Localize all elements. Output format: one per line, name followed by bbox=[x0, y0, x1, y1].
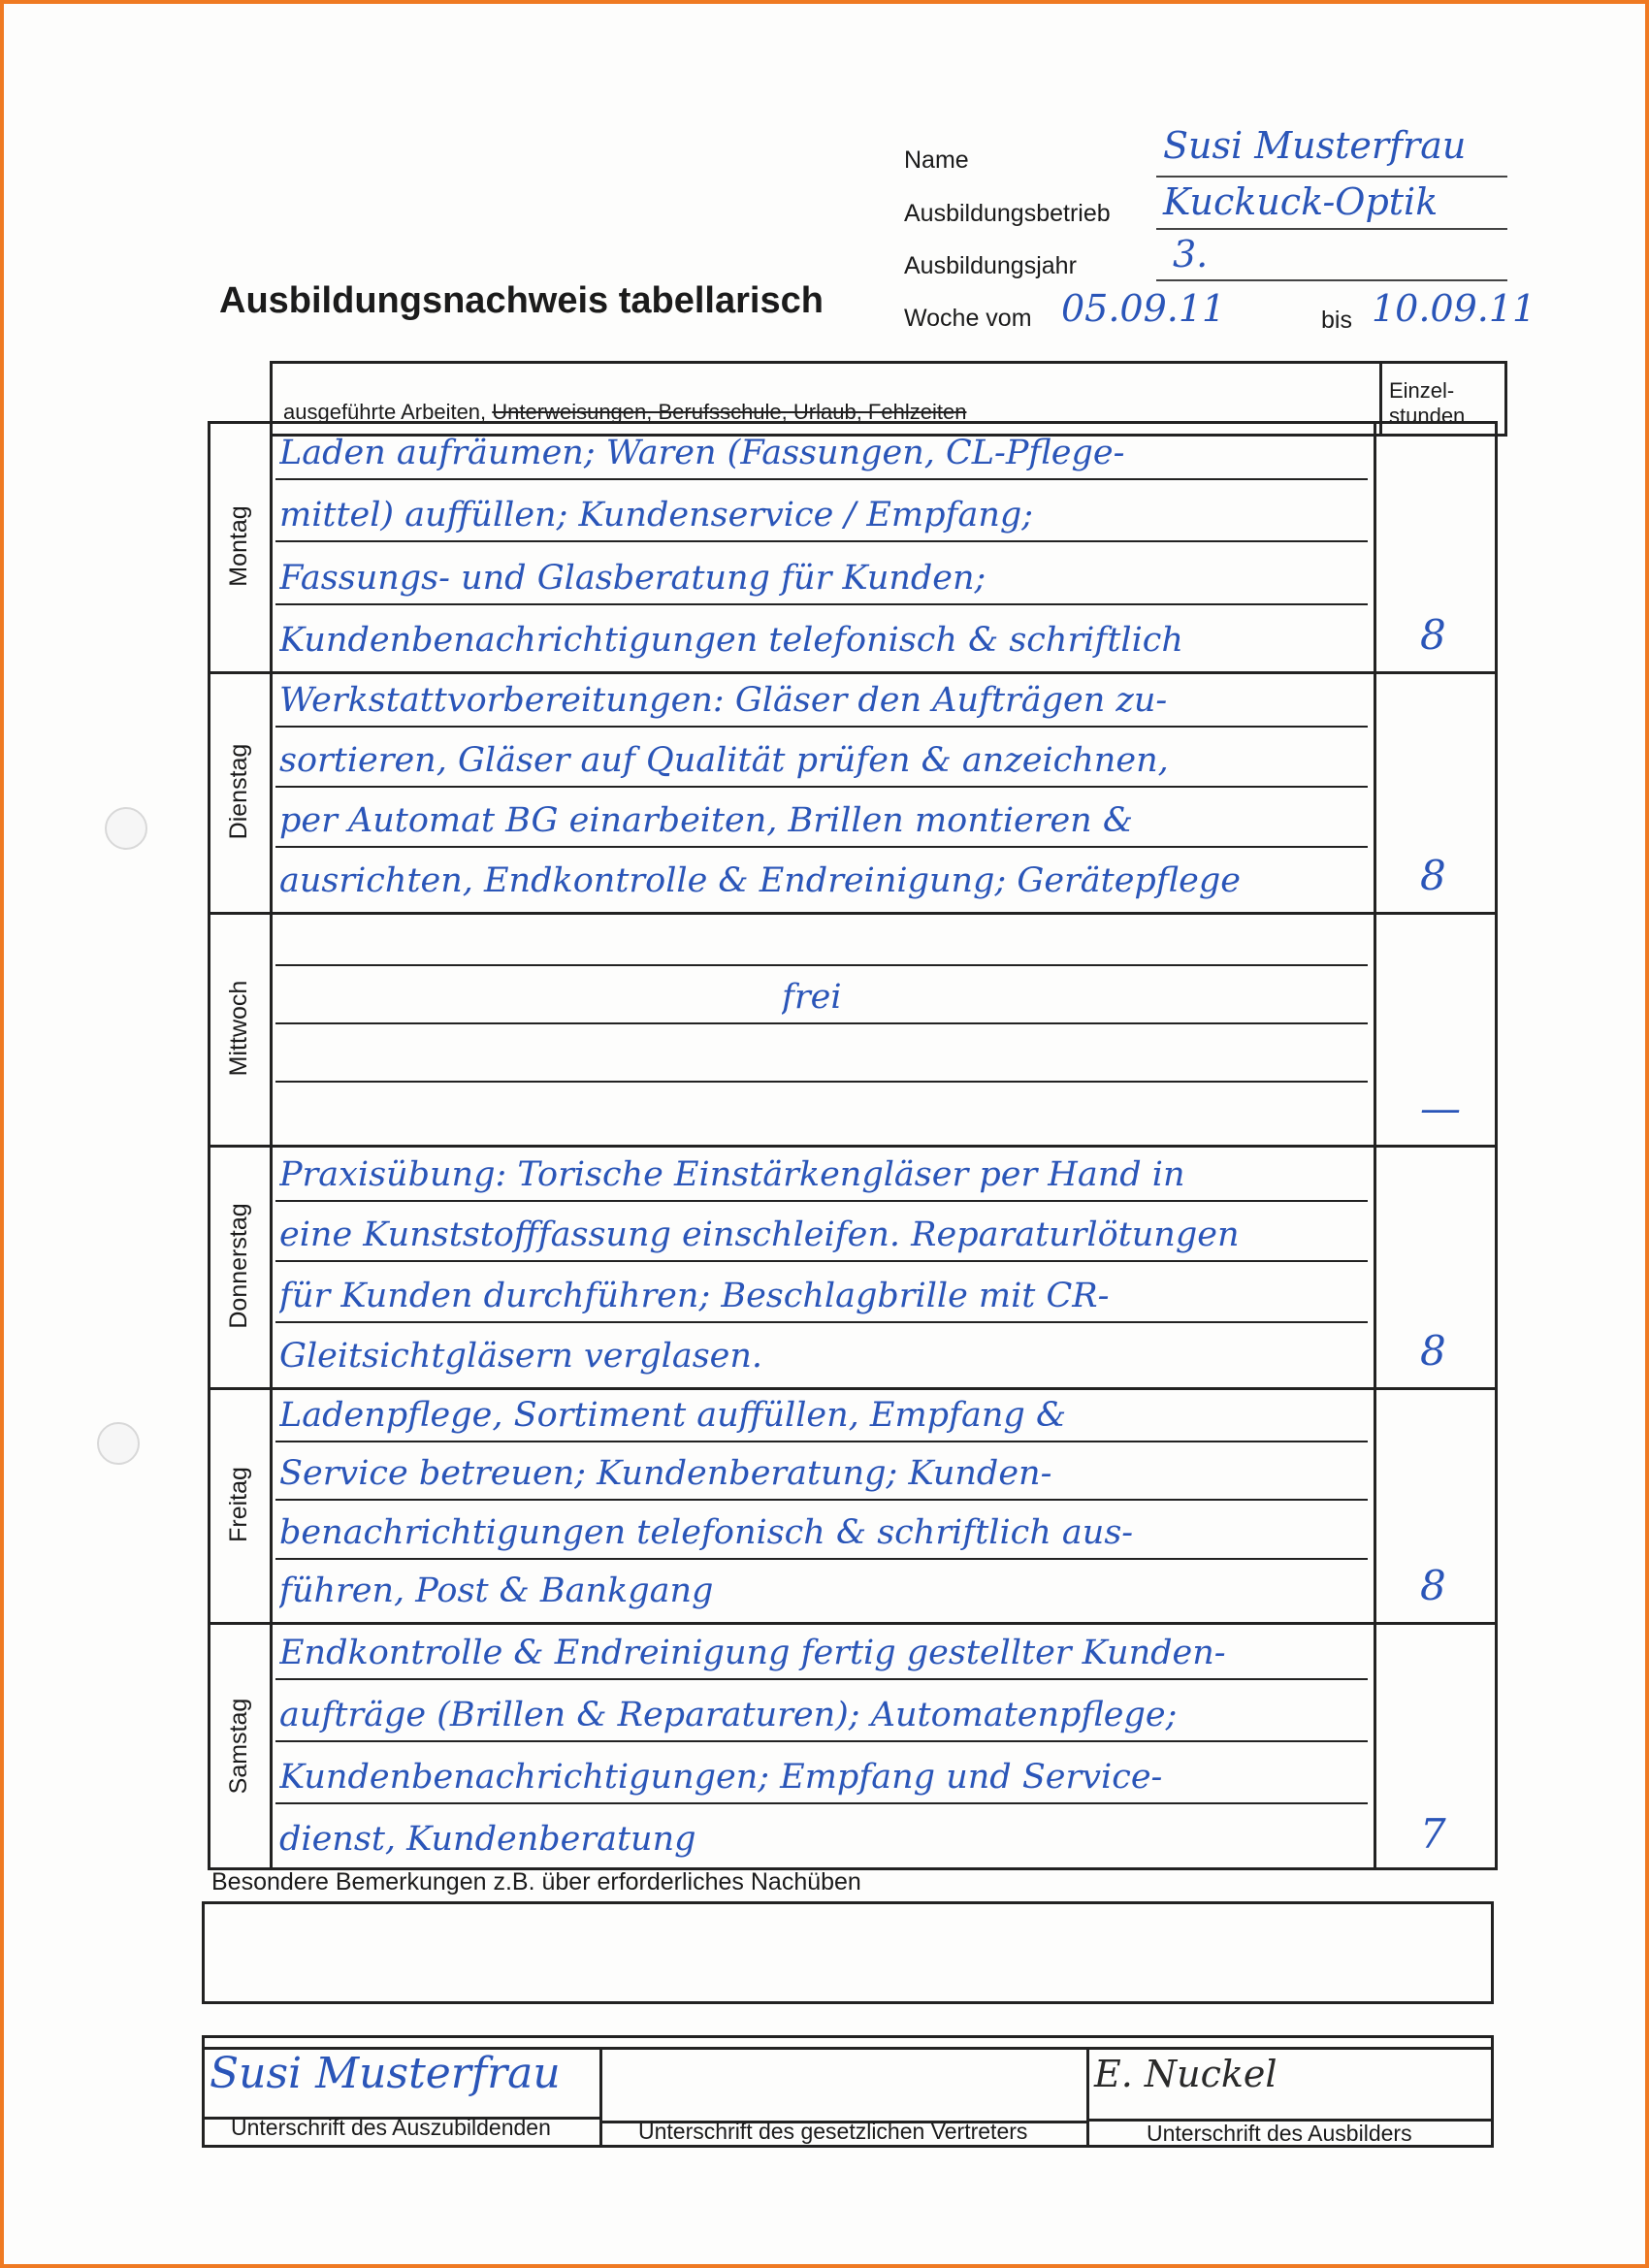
name-value: Susi Musterfrau bbox=[1163, 124, 1467, 167]
writing-line bbox=[275, 1022, 1368, 1024]
name-label: Name bbox=[904, 146, 969, 174]
entry-line: für Kunden durchführen; Beschlagbrille mit CR- bbox=[279, 1277, 1110, 1315]
writing-line bbox=[275, 846, 1368, 848]
day-row-divider bbox=[208, 671, 1498, 674]
signature-divider bbox=[1086, 2047, 1089, 2148]
entry-line: per Automat BG einarbeiten, Brillen montieren & bbox=[279, 801, 1134, 840]
writing-line bbox=[275, 1441, 1368, 1442]
year-value: 3. bbox=[1173, 233, 1209, 275]
hours-value: 8 bbox=[1420, 1327, 1446, 1375]
punch-hole bbox=[105, 807, 147, 850]
day-row-divider bbox=[208, 912, 1498, 915]
trainer-signature: E. Nuckel bbox=[1094, 2053, 1277, 2095]
remarks-label: Besondere Bemerkungen z.B. über erforderliches Nachüben bbox=[211, 1868, 861, 1895]
entry-line: Endkontrolle & Endreinigung fertig gestellter Kunden- bbox=[279, 1634, 1226, 1672]
hours-column-header: Einzel- stunden bbox=[1389, 378, 1466, 428]
writing-line bbox=[275, 603, 1368, 605]
entry-line: Praxisübung: Torische Einstärkengläser per Hand in bbox=[279, 1155, 1185, 1194]
company-label: Ausbildungsbetrieb bbox=[904, 200, 1111, 227]
trainer-signature-label: Unterschrift des Ausbilders bbox=[1147, 2121, 1412, 2146]
entry-line: führen, Post & Bankgang bbox=[279, 1571, 714, 1610]
week-from-label: Woche vom bbox=[904, 305, 1032, 332]
year-label: Ausbildungsjahr bbox=[904, 252, 1077, 279]
writing-line bbox=[275, 1200, 1368, 1202]
entry-line: benachrichtigungen telefonisch & schriftlich aus- bbox=[279, 1513, 1134, 1552]
punch-hole bbox=[97, 1422, 140, 1465]
remarks-box bbox=[202, 1901, 1494, 2004]
writing-line bbox=[275, 540, 1368, 542]
entry-line: Kundenbenachrichtigungen; Empfang und Service- bbox=[279, 1758, 1163, 1797]
entry-line: Werkstattvorbereitungen: Gläser den Aufträgen zu- bbox=[279, 681, 1168, 720]
week-to-value: 10.09.11 bbox=[1372, 287, 1536, 330]
writing-line bbox=[275, 1260, 1368, 1262]
hours-value: 7 bbox=[1420, 1810, 1446, 1858]
trainee-signature-label: Unterschrift des Auszubildenden bbox=[231, 2115, 551, 2140]
week-from-value: 05.09.11 bbox=[1061, 287, 1226, 330]
entry-line: frei bbox=[782, 978, 842, 1017]
entry-line: Kundenbenachrichtigungen telefonisch & schriftlich bbox=[279, 621, 1183, 660]
day-label-dienstag: Dienstag bbox=[225, 743, 252, 840]
hours-value: 8 bbox=[1420, 611, 1446, 659]
writing-line bbox=[275, 1740, 1368, 1742]
company-value: Kuckuck-Optik bbox=[1163, 180, 1439, 223]
writing-line bbox=[275, 786, 1368, 788]
hours-value: 8 bbox=[1420, 1562, 1446, 1609]
writing-line bbox=[275, 1802, 1368, 1804]
entry-line: Laden aufräumen; Waren (Fassungen, CL-Pflege- bbox=[279, 434, 1125, 472]
hours-value: 8 bbox=[1420, 852, 1446, 899]
day-label-montag: Montag bbox=[225, 505, 252, 587]
day-label-freitag: Freitag bbox=[225, 1467, 252, 1542]
guardian-signature-label: Unterschrift des gesetzlichen Vertreters bbox=[638, 2119, 1028, 2144]
writing-line bbox=[275, 1321, 1368, 1323]
hours-value: — bbox=[1420, 1085, 1461, 1132]
entry-line: mittel) auffüllen; Kundenservice / Empfang; bbox=[279, 496, 1034, 535]
year-underline bbox=[1156, 279, 1507, 281]
work-column-struck: Unterweisungen, Berufsschule, Urlaub, Fehlzeiten bbox=[492, 400, 967, 424]
entry-line: aufträge (Brillen & Reparaturen); Automatenpflege; bbox=[279, 1696, 1178, 1734]
entry-line: eine Kunststofffassung einschleifen. Reparaturlötungen bbox=[279, 1215, 1240, 1254]
day-label-donnerstag: Donnerstag bbox=[225, 1203, 252, 1329]
signature-divider bbox=[599, 2047, 602, 2148]
name-underline bbox=[1156, 176, 1507, 178]
entry-line: Service betreuen; Kundenberatung; Kunden- bbox=[279, 1454, 1052, 1493]
day-label-mittwoch: Mittwoch bbox=[225, 980, 252, 1077]
writing-line bbox=[275, 478, 1368, 480]
day-label-samstag: Samstag bbox=[225, 1698, 252, 1795]
day-row-divider bbox=[208, 1387, 1498, 1390]
entry-line: Gleitsichtgläsern verglasen. bbox=[279, 1337, 763, 1376]
entry-line: sortieren, Gläser auf Qualität prüfen & anzeichnen, bbox=[279, 741, 1169, 780]
company-underline bbox=[1156, 228, 1507, 230]
entry-line: Fassungs- und Glasberatung für Kunden; bbox=[279, 559, 986, 598]
entry-line: dienst, Kundenberatung bbox=[279, 1820, 696, 1859]
writing-line bbox=[275, 1499, 1368, 1501]
writing-line bbox=[275, 964, 1368, 966]
writing-line bbox=[275, 726, 1368, 728]
writing-line bbox=[275, 1678, 1368, 1680]
page-title: Ausbildungsnachweis tabellarisch bbox=[219, 280, 824, 321]
trainee-signature: Susi Musterfrau bbox=[210, 2049, 561, 2098]
entry-line: Ladenpflege, Sortiment auffüllen, Empfang & bbox=[279, 1396, 1067, 1435]
day-row-divider bbox=[208, 1145, 1498, 1148]
entry-line: ausrichten, Endkontrolle & Endreinigung; Gerätepflege bbox=[279, 861, 1242, 900]
work-column-prefix: ausgeführte Arbeiten, bbox=[283, 400, 487, 424]
writing-line bbox=[275, 1081, 1368, 1083]
week-to-label: bis bbox=[1321, 307, 1352, 334]
writing-line bbox=[275, 1558, 1368, 1560]
day-row-divider bbox=[208, 1622, 1498, 1625]
